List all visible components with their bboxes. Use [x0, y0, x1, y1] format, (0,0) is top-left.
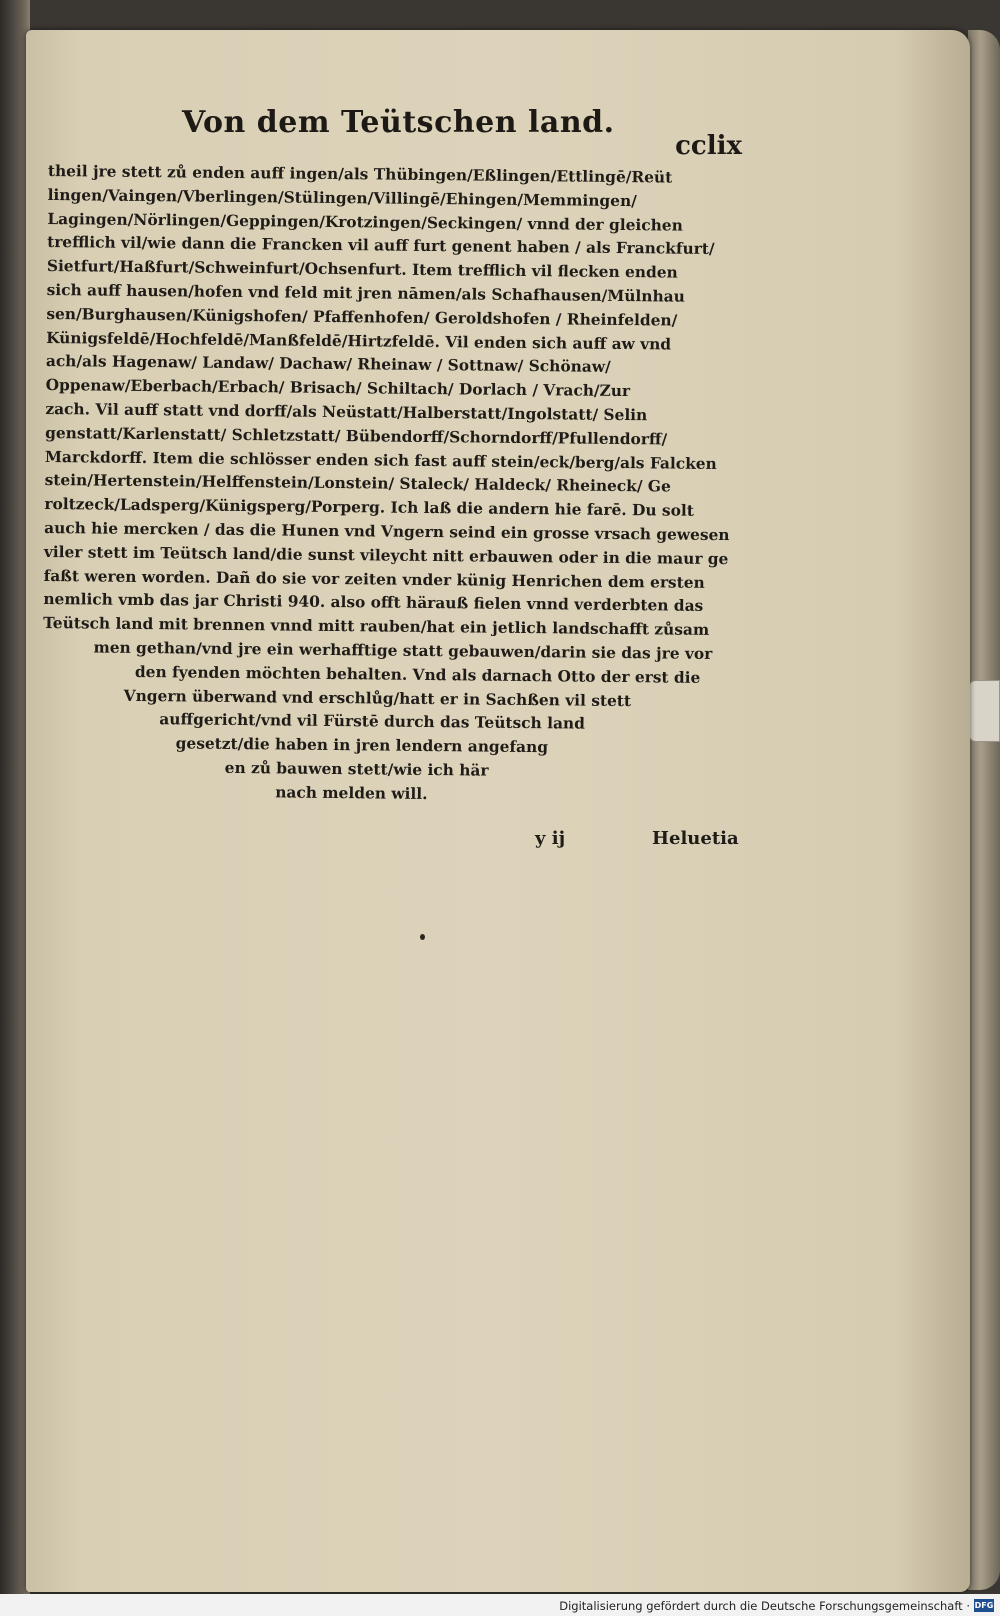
text-line: en zů bauwen stett/wie ich här	[224, 758, 489, 780]
text-line: faßt weren worden. Dañ do sie vor zeiten vnder künig Henrichen dem ersten	[43, 566, 705, 592]
text-line: lingen/Vaingen/Vberlingen/Stülingen/Villingē/Ehingen/Memmingen/	[47, 185, 637, 210]
folio-number: cclix	[675, 131, 742, 161]
bookmark-clip	[968, 680, 1000, 742]
footer-bar	[0, 1594, 1000, 1616]
footer-credit: Digitalisierung gefördert durch die Deutsche Forschungsgemeinschaft ·	[559, 1599, 970, 1613]
signature-mark: y ij	[535, 828, 566, 849]
dfg-logo: DFG	[974, 1601, 994, 1610]
text-line: roltzeck/Ladsperg/Künigsperg/Porperg. Ich laß die andern hie farē. Du solt	[44, 495, 694, 520]
text-line: Vngern überwand vnd erschlůg/hatt er in Sachßen vil stett	[123, 686, 632, 710]
page-stack-edge	[968, 30, 1000, 1590]
ink-spot	[420, 934, 425, 940]
text-line: gesetzt/die haben in jren lendern angefang	[175, 734, 549, 757]
body-text	[41, 160, 748, 810]
text-line: Sietfurt/Haßfurt/Schweinfurt/Ochsenfurt. Item trefflich vil flecken enden	[46, 257, 678, 282]
text-line: auffgericht/vnd vil Fürstē durch das Teütsch land	[159, 710, 586, 733]
text-line: Lagingen/Nörlingen/Geppingen/Krotzingen/Seckingen/ vnnd der gleichen	[47, 209, 683, 235]
text-line: nemlich vmb das jar Christi 940. also offt härauß fielen vnnd verderbten das	[43, 590, 704, 616]
text-line: auch hie mercken / das die Hunen vnd Vngern seind ein grosse vrsach gewesen	[44, 518, 730, 545]
text-line: zach. Vil auff statt vnd dorff/als Neüstatt/Halberstatt/Ingolstatt/ Selin	[45, 399, 648, 425]
text-line: genstatt/Karlenstatt/ Schletzstatt/ Bübendorff/Schorndorff/Pfullendorff/	[45, 423, 668, 449]
text-line: sich auff hausen/hofen vnd feld mit jren nāmen/als Schafhausen/Mülnhau	[46, 280, 685, 306]
text-line: stein/Hertenstein/Helffenstein/Lonstein/ Staleck/ Haldeck/ Rheineck/ Ge	[44, 471, 671, 496]
page-header	[182, 105, 742, 161]
text-line: Marckdorff. Item die schlösser enden sich fast auff stein/eck/berg/als Falcken	[44, 447, 717, 473]
text-line: men gethan/vnd jre ein werhafftige statt gebauwen/darin sie das jre vor	[93, 638, 713, 663]
running-head: Von dem Teütschen land.	[182, 105, 615, 140]
text-line: den fyenden möchten behalten. Vnd als darnach Otto der erst die	[134, 662, 701, 687]
text-line: trefflich vil/wie dann die Francken vil auff furt genent haben / als Franckfurt/	[47, 233, 715, 259]
text-line: theil jre stett zů enden auff ingen/als Thübingen/Eßlingen/Ettlingē/Reüt	[47, 161, 673, 187]
text-line: sen/Burghausen/Künigshofen/ Pfaffenhofen/ Geroldshofen / Rheinfelden/	[46, 304, 678, 330]
text-line: Teütsch land mit brennen vnnd mitt rauben/hat ein jetlich landschafft zůsam	[43, 614, 710, 640]
text-line: nach melden will.	[275, 783, 428, 803]
text-line: viler stett im Teütsch land/die sunst vileycht nitt erbauwen oder in die maur ge	[43, 542, 729, 568]
catchword: Heluetia	[652, 828, 739, 849]
text-line: Oppenaw/Eberbach/Erbach/ Brisach/ Schiltach/ Dorlach / Vrach/Zur	[45, 376, 631, 401]
text-line: ach/als Hagenaw/ Landaw/ Dachaw/ Rheinaw / Sottnaw/ Schönaw/	[45, 352, 611, 377]
text-line: Künigsfeldē/Hochfeldē/Manßfeldē/Hirtzfeldē. Vil enden sich auff aw vnd	[46, 328, 672, 354]
